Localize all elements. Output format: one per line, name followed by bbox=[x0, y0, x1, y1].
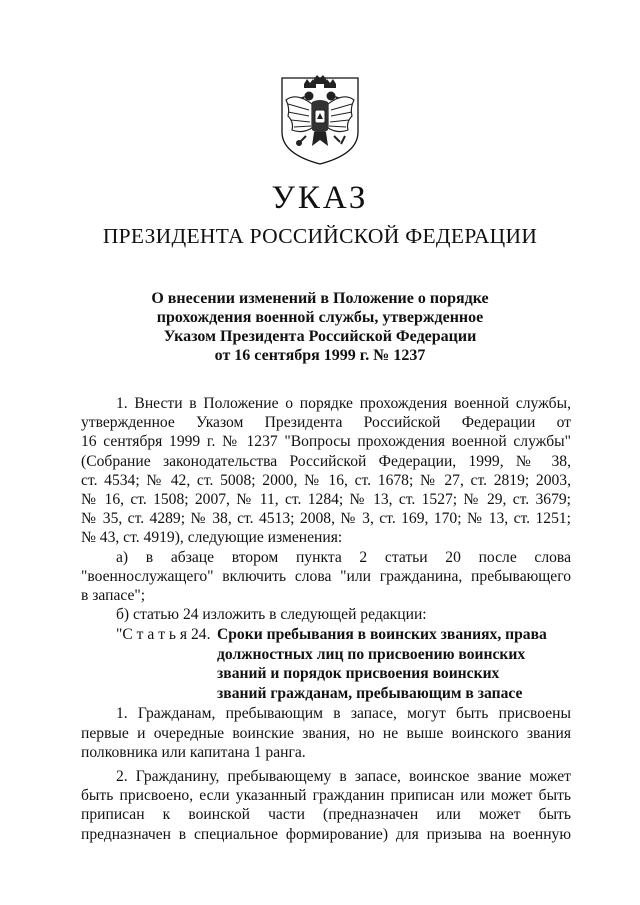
decree-body bbox=[81, 394, 571, 844]
article-title-line: званий гражданам, пребывающим в запасе bbox=[217, 684, 523, 702]
item1-line: 16 сентября 1999 г. № 1237 "Вопросы прохождения военной службы" bbox=[81, 433, 571, 451]
para1-line: первые и очередные воинские звания, но не выше воинского звания bbox=[81, 724, 571, 742]
subject-line: прохождения военной службы, утвержденное bbox=[156, 309, 484, 326]
item-a-line: в запасе"; bbox=[81, 587, 146, 605]
para2-line: 2. Гражданину, пребывающему в запасе, воинское звание может bbox=[116, 768, 571, 786]
item1-line: ст. 4534; № 42, ст. 5008; 2000, № 16, ст. 1678; № 27, ст. 2819; 2003, bbox=[81, 471, 571, 489]
item1-line: № 43, ст. 4919), следующие изменения: bbox=[81, 529, 343, 547]
para2-line: быть присвоено, если указанный гражданин приписан или может быть bbox=[81, 787, 571, 805]
item-b-line: б) статью 24 изложить в следующей редакции: bbox=[116, 606, 427, 624]
item1-line: 1. Внести в Положение о порядке прохождения военной службы, bbox=[116, 395, 571, 412]
item1-line: № 35, ст. 4289; № 38, ст. 4513; 2008, № 3, ст. 169, 170; № 13, ст. 1251; bbox=[81, 510, 571, 528]
item1-line: утвержденное Указом Президента Российской Федерации от bbox=[81, 414, 571, 432]
decree-title: УКАЗ bbox=[271, 180, 369, 216]
subject-line: от 16 сентября 1999 г. № 1237 bbox=[214, 347, 426, 364]
para1-line: 1. Гражданам, пребывающим в запасе, могут быть присвоены bbox=[116, 705, 571, 723]
article-title-line: званий и порядок присвоения воинских bbox=[217, 665, 500, 683]
subject-line: О внесении изменений в Положение о порядке bbox=[151, 290, 489, 307]
item1-line: (Собрание законодательства Российской Федерации, 1999, № 38, bbox=[81, 452, 571, 470]
article-heading bbox=[81, 625, 571, 704]
decree-issuer: ПРЕЗИДЕНТА РОССИЙСКОЙ ФЕДЕРАЦИИ bbox=[102, 224, 538, 248]
decree-subject bbox=[120, 289, 520, 365]
article-title bbox=[217, 625, 547, 703]
item-a-line: а) в абзаце втором пункта 2 статьи 20 после слова bbox=[116, 548, 571, 566]
article-number: "С т а т ь я 24. bbox=[116, 626, 211, 644]
para1-line: полковника или капитана 1 ранга. bbox=[81, 743, 306, 761]
item1-line: № 16, ст. 1508; 2007, № 11, ст. 1284; № 13, ст. 1527; № 29, ст. 3679; bbox=[81, 491, 571, 509]
para2-line: приписан к воинской части (предназначен или может быть bbox=[81, 806, 571, 824]
para2-line: предназначен в специальное формирование) для призыва на военную bbox=[81, 825, 571, 843]
article-title-line: должностных лиц по присвоению воинских bbox=[217, 645, 526, 663]
state-emblem-icon bbox=[276, 74, 364, 166]
article-title-line: Сроки пребывания в воинских званиях, права bbox=[217, 626, 547, 644]
item-a-line: "военнослужащего" включить слова "или гражданина, пребывающего bbox=[81, 567, 571, 585]
subject-line: Указом Президента Российской Федерации bbox=[163, 328, 477, 345]
